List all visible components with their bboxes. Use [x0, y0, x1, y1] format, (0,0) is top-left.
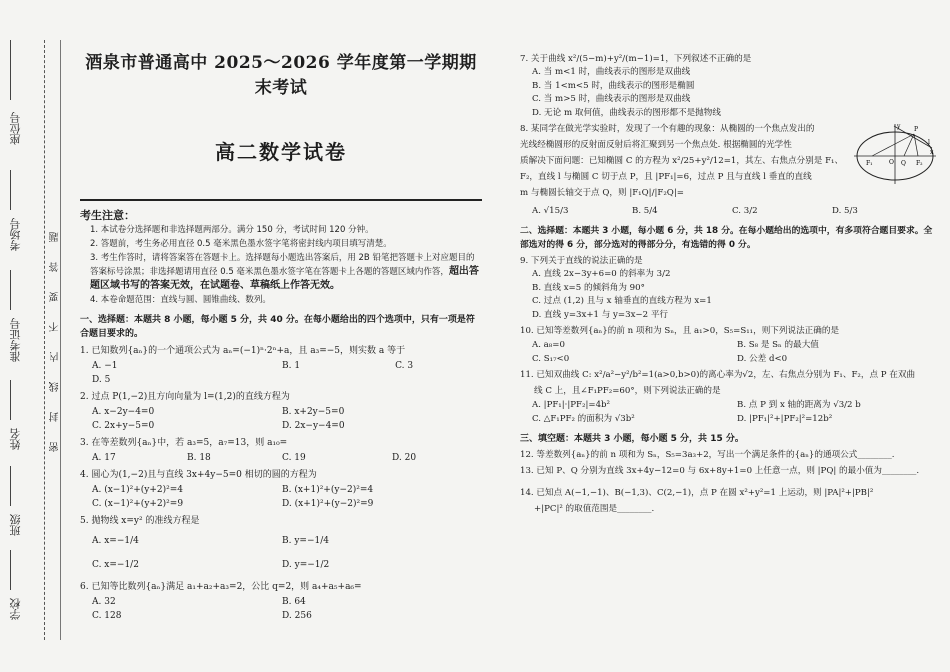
margin-rule — [10, 270, 11, 310]
option: B. 1 — [282, 361, 301, 371]
ray-f2 — [914, 134, 918, 156]
option: C. S₁₇<0 — [532, 354, 570, 364]
seal-char: 不 — [50, 322, 61, 332]
option: A. a₈=0 — [532, 340, 565, 350]
question-3-options — [92, 451, 482, 465]
option: C. 当 m>5 时，曲线表示的图形是双曲线 — [532, 94, 691, 104]
seal-char: 题 — [50, 232, 61, 242]
option: D. y=−1/2 — [282, 560, 330, 570]
label-f1: F₁ — [866, 160, 873, 167]
option: D. |PF₁|²+|PF₂|²=12b² — [737, 414, 833, 424]
option: D. 直线 y=3x+1 与 y=3x−2 平行 — [532, 309, 669, 320]
option: A. x=−1/4 — [92, 536, 139, 546]
normal-line — [904, 134, 914, 156]
label-p: P — [914, 126, 919, 133]
notice-item-emphasis: 超出答题区域书写的答案无效，在试题卷、草稿纸上作答无效。 — [90, 266, 479, 291]
option: B. x+2y−5=0 — [282, 407, 345, 417]
question-10: 10. 已知等差数列{aₙ}的前 n 项和为 Sₙ，且 a₁>0，S₅=S₁₁，则下列说法正确的是 — [520, 326, 840, 336]
question-2-options — [92, 405, 482, 433]
margin-rule — [10, 466, 11, 506]
question-8 — [520, 122, 850, 200]
seal-solid-line — [60, 40, 61, 640]
question-7-options — [532, 66, 940, 120]
question-1-options — [92, 359, 482, 387]
question-14-line: 14. 已知点 A(−1,−1)、B(−1,3)、C(2,−1)，点 P 在圆 x²+y²=1 上运动，则 |PA|²+|PB|² — [520, 488, 874, 498]
margin-label-seat: 座位号 — [9, 112, 22, 145]
option: D. (x+1)²+(y−2)²=9 — [282, 499, 374, 509]
option: A. 17 — [92, 453, 116, 463]
question-8-line: m 与椭圆长轴交于点 Q，则 |F₁Q|/|F₂Q|= — [520, 188, 684, 198]
question-14-line: +|PC|² 的取值范围是________. — [534, 504, 655, 514]
option: B. (x+1)²+(y−2)²=4 — [282, 485, 374, 495]
margin-label-class: 班级 — [9, 514, 22, 536]
question-6: 6. 已知等比数列{aₙ}满足 a₁+a₂+a₃=2，公比 q=2，则 a₄+a₅+a₆= — [80, 582, 362, 592]
option: A. 32 — [92, 597, 116, 607]
label-f2: F₂ — [916, 160, 923, 167]
option: D. 无论 m 取何值，曲线表示的图形都不是抛物线 — [532, 107, 721, 118]
option: C. 128 — [92, 611, 122, 621]
question-11-options — [532, 398, 940, 426]
question-4-options — [92, 483, 482, 511]
option: B. 64 — [282, 597, 306, 607]
option: C. x=−1/2 — [92, 560, 139, 570]
seal-char: 答 — [50, 262, 61, 272]
option: B. 直线 x=5 的倾斜角为 90° — [532, 282, 645, 293]
option: A. 直线 2x−3y+6=0 的斜率为 3/2 — [532, 269, 671, 279]
option: D. 公差 d<0 — [737, 354, 788, 364]
margin-label-ticket: 准考证号 — [9, 318, 22, 362]
question-6-options — [92, 595, 482, 623]
option: A. (x−1)²+(y+2)²=4 — [92, 485, 183, 495]
seal-char: 内 — [50, 352, 61, 362]
label-q: Q — [901, 160, 906, 167]
question-8-options — [532, 204, 940, 218]
notice-list — [90, 223, 482, 307]
option: B. 18 — [187, 453, 211, 463]
option: B. 5/4 — [632, 206, 658, 216]
seal-char: 要 — [50, 292, 61, 302]
notice-item: 1. 本试卷分选择题和非选择题两部分。满分 150 分，考试时间 120 分钟。 — [90, 225, 374, 235]
option: A. |PF₁|·|PF₂|=4b² — [532, 400, 610, 410]
margin-label-room: 考场号 — [9, 218, 22, 251]
option: C. 3/2 — [732, 206, 758, 216]
option: A. √15/3 — [532, 206, 569, 216]
label-l: l — [928, 139, 930, 146]
question-13: 13. 已知 P、Q 分别为直线 3x+4y−12=0 与 6x+8y+1=0 上任意一点，则 |PQ| 的最小值为________. — [520, 466, 920, 476]
notice-item — [90, 251, 482, 293]
question-7: 7. 关于曲线 x²/(5−m)+y²/(m−1)=1，下列叙述不正确的是 — [520, 54, 752, 64]
option: A. 当 m<1 时，曲线表示的图形是双曲线 — [532, 67, 691, 77]
question-8-line: 8. 某同学在做光学实验时，发现了一个有趣的现象：从椭圆的一个焦点发出的 — [520, 124, 815, 134]
option: D. 2x−y−4=0 — [282, 421, 345, 431]
option: C. 过点 (1,2) 且与 x 轴垂直的直线方程为 x=1 — [532, 296, 712, 306]
option: C. 2x+y−5=0 — [92, 421, 155, 431]
seal-char: 密 — [50, 442, 61, 452]
option: A. −1 — [92, 361, 118, 371]
question-9: 9. 下列关于直线的说法正确的是 — [520, 256, 643, 266]
seal-dashed-line — [44, 40, 45, 640]
option: B. S₈ 是 Sₙ 的最大值 — [737, 340, 819, 350]
exam-subtitle: 高二数学试卷 — [215, 140, 347, 164]
margin-rule — [10, 380, 11, 420]
seal-char: 封 — [50, 412, 61, 422]
header-divider — [80, 199, 482, 201]
seal-char: 线 — [50, 382, 61, 392]
question-12: 12. 等差数列{aₙ}的前 n 项和为 Sₙ，S₅=3a₃+2，写出一个满足条件的{aₙ}的通项公式________. — [520, 450, 895, 460]
section1-heading: 一、选择题：本题共 8 小题，每小题 5 分，共 40 分。在每小题给出的四个选项中，只有一项是符合题目要求的。 — [80, 315, 475, 339]
question-11-line: 线 C 上，且∠F₁PF₂=60°，则下列说法正确的是 — [534, 386, 721, 396]
question-2: 2. 过点 P(1,−2)且方向向量为 l=(1,2)的直线方程为 — [80, 392, 290, 402]
margin-label-name: 姓名 — [9, 428, 22, 450]
question-5: 5. 抛物线 x=y² 的准线方程是 — [80, 516, 200, 526]
question-9-options — [532, 268, 940, 322]
ray-f1 — [872, 134, 914, 156]
option: C. 3 — [395, 361, 414, 371]
label-y: y — [897, 123, 901, 130]
option: D. 20 — [392, 453, 417, 463]
margin-rule — [10, 550, 11, 590]
question-5-options — [92, 529, 482, 577]
question-3: 3. 在等差数列{aₙ}中，若 a₃=5，a₇=13，则 a₁₀= — [80, 438, 288, 448]
question-11-line: 11. 已知双曲线 C: x²/a²−y²/b²=1(a>0,b>0)的离心率为√2，左、右焦点分别为 F₁、F₂，点 P 在双曲 — [520, 370, 916, 380]
option: D. 5/3 — [832, 206, 858, 216]
left-column — [80, 8, 482, 623]
exam-title: 酒泉市普通高中 2025～2026 学年度第一学期期末考试 — [85, 53, 477, 98]
option: C. 19 — [282, 453, 306, 463]
option: C. △F₁PF₂ 的面积为 √3b² — [532, 414, 635, 424]
question-8-line: 质解决下面问题：已知椭圆 C 的方程为 x²/25+y²/12=1，其左、右焦点分别是 F₁、 — [520, 156, 844, 166]
notice-heading: 考生注意： — [80, 209, 135, 222]
section3-heading: 三、填空题：本题共 3 小题，每小题 5 分，共 15 分。 — [520, 434, 744, 444]
right-column — [520, 8, 940, 516]
label-x: x — [930, 149, 934, 156]
option: C. (x−1)²+(y+2)²=9 — [92, 499, 184, 509]
option: D. 5 — [92, 375, 111, 385]
binding-margin — [0, 0, 68, 672]
margin-rule — [10, 170, 11, 210]
notice-item: 2. 答题前，考生务必用直径 0.5 毫米黑色墨水签字笔将密封线内项目填写清楚。 — [90, 239, 392, 249]
label-o: O — [889, 159, 894, 166]
question-8-line: 光线经椭圆形的反射面反射后将汇聚到另一个焦点处. 根据椭圆的光学性 — [520, 140, 792, 150]
option-group — [282, 359, 492, 373]
margin-label-school: 学校 — [9, 598, 22, 620]
section2-heading: 二、选择题：本题共 3 小题，每小题 6 分，共 18 分。在每小题给出的选项中，有多项符合题目要求。全部选对的得 6 分，部分选对的得部分分，有选错的得 0 分。 — [520, 226, 933, 250]
question-1: 1. 已知数列{aₙ}的一个通项公式为 aₙ=(−1)ⁿ·2ⁿ+a，且 a₃=−5，则实数 a 等于 — [80, 346, 406, 356]
question-8-line: F₂，直线 l 与椭圆 C 切于点 P，且 |PF₁|=6，过点 P 且与直线 l 垂直的直线 — [520, 172, 812, 182]
question-10-options — [532, 338, 940, 366]
option: A. x−2y−4=0 — [92, 407, 155, 417]
option: B. 点 P 到 x 轴的距离为 √3/2 b — [737, 400, 861, 410]
option: D. 256 — [282, 611, 312, 621]
margin-rule — [10, 40, 11, 100]
notice-item-text: 3. 考生作答时，请将答案答在答题卡上。选择题每小题选出答案后，用 2B 铅笔把答题卡上对应题目的答案标号涂黑；非选择题请用直径 0.5 毫米黑色墨水签字笔在答题卡上各题的答题区域内作答， — [90, 253, 475, 277]
question-4: 4. 圆心为(1,−2)且与直线 3x+4y−5=0 相切的圆的方程为 — [80, 470, 317, 480]
option: B. 当 1<m<5 时，曲线表示的图形是椭圆 — [532, 80, 695, 91]
ellipse-figure — [854, 120, 936, 184]
notice-item: 4. 本卷命题范围：直线与圆、圆锥曲线、数列。 — [90, 295, 271, 305]
option: B. y=−1/4 — [282, 536, 329, 546]
